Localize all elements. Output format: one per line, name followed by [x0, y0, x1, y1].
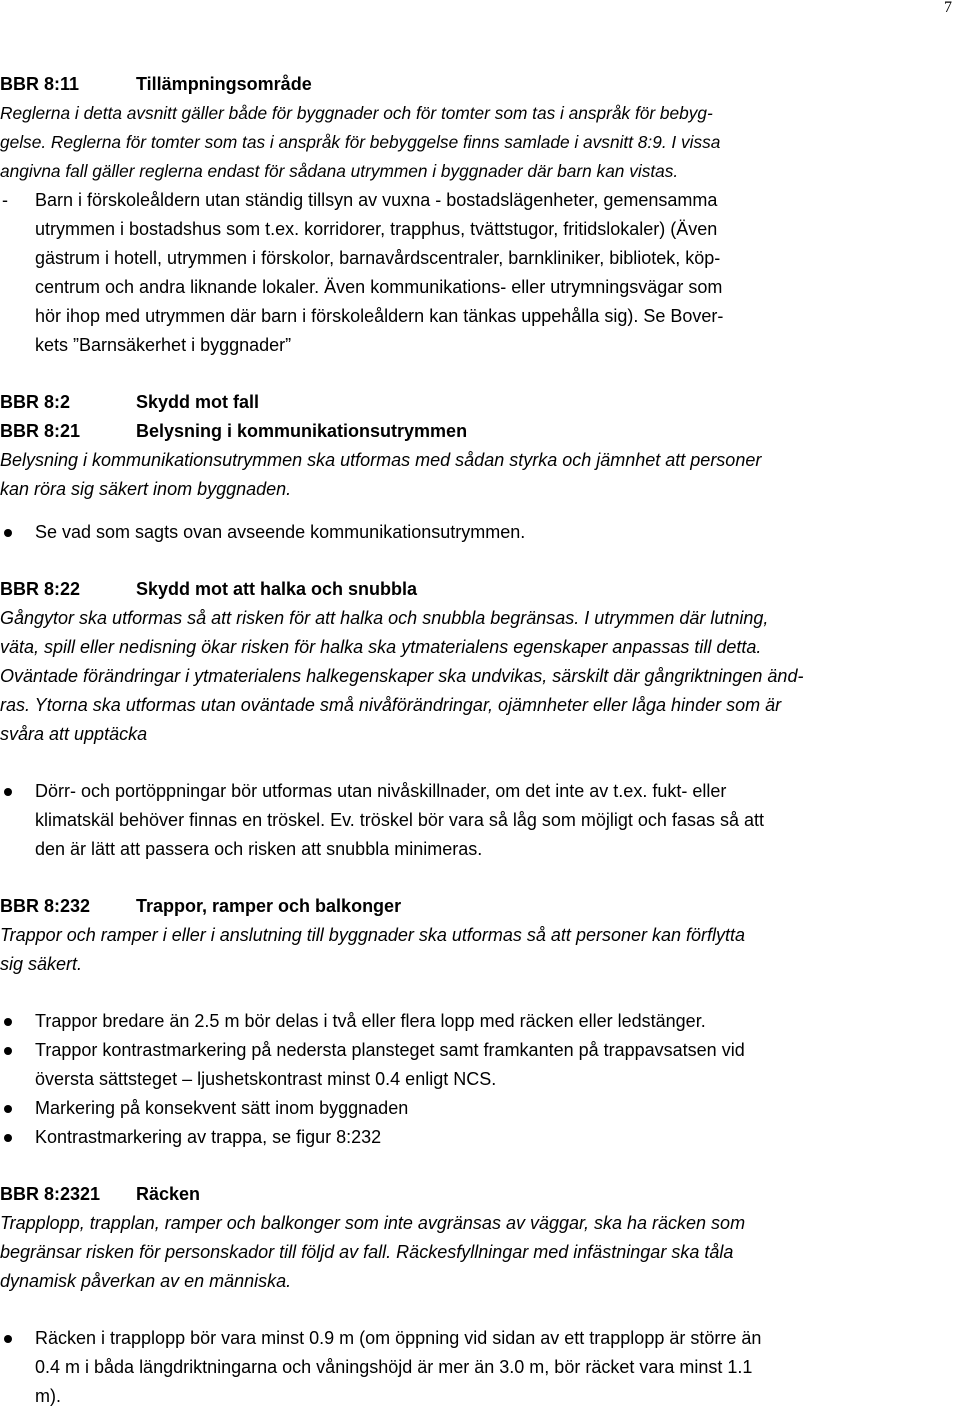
bullet-item	[0, 1007, 960, 1036]
heading-title: Skydd mot att halka och snubbla	[136, 579, 418, 599]
list-item-line: Se vad som sagts ovan avseende kommunikationsutrymmen.	[35, 522, 526, 542]
bullet-item	[0, 777, 960, 864]
paragraph-line: Trapplopp, trapplan, ramper och balkonger som inte avgränsas av väggar, ska ha räcken som	[0, 1213, 746, 1233]
paragraph-line: Oväntade förändringar i ytmaterialens halkegenskaper ska undvikas, särskilt där gångriktningen änd-	[0, 666, 804, 686]
bullet-item	[0, 1123, 960, 1152]
heading-bbr-8-232	[0, 892, 960, 921]
heading-code: BBR 8:2321	[0, 1184, 101, 1204]
heading-code: BBR 8:21	[0, 421, 81, 441]
list-item-line: kets ”Barnsäkerhet i byggnader”	[35, 335, 292, 355]
bullet-dot	[4, 529, 12, 537]
list-item-line: centrum och andra liknande lokaler. Även kommunikations- eller utrymningsvägar som	[35, 277, 723, 297]
page-number: 7	[944, 0, 952, 16]
heading-title: Tillämpningsområde	[136, 74, 312, 94]
heading-bbr-8-2	[0, 388, 960, 417]
bullet-dot	[4, 1105, 12, 1113]
list-item-line: Räcken i trapplopp bör vara minst 0.9 m (om öppning vid sidan av ett trapplopp är större än	[35, 1328, 762, 1348]
list-item-line: Trappor bredare än 2.5 m bör delas i två eller flera lopp med räcken eller ledstänger.	[35, 1011, 706, 1031]
list-item-line: hör ihop med utrymmen där barn i förskoleåldern kan tänkas uppehålla sig). Se Bover-	[35, 306, 724, 326]
list-item-line: Trappor kontrastmarkering på nedersta plansteget samt framkanten på trappavsatsen vid	[35, 1040, 745, 1060]
list-item-line: Barn i förskoleåldern utan ständig tillsyn av vuxna - bostadslägenheter, gemensamma	[35, 190, 718, 210]
bullet-item	[0, 1324, 960, 1411]
paragraph-line: angivna fall gäller reglerna endast för sådana utrymmen i byggnader där barn kan vistas.	[0, 161, 679, 181]
heading-code: BBR 8:2	[0, 392, 71, 412]
heading-title: Belysning i kommunikationsutrymmen	[136, 421, 468, 441]
paragraph-line: Trappor och ramper i eller i anslutning till byggnader ska utformas så att personer kan förflytta	[0, 925, 746, 945]
heading-code: BBR 8:11	[0, 74, 80, 94]
list-item-line: 0.4 m i båda längdriktningarna och våningshöjd är mer än 3.0 m, bör räcket vara minst 1.1	[35, 1357, 753, 1377]
bullet-dot	[4, 788, 12, 796]
paragraph-line: väta, spill eller nedisning ökar risken för halka ska ytmaterialens egenskaper anpassas till detta.	[0, 637, 762, 657]
list-item-line: Markering på konsekvent sätt inom byggnaden	[35, 1098, 409, 1118]
list-item-line: Kontrastmarkering av trappa, se figur 8:232	[35, 1127, 382, 1147]
bullet-item	[0, 1094, 960, 1123]
heading-title: Räcken	[136, 1184, 201, 1204]
bullet-dot	[4, 1018, 12, 1026]
paragraph-line: begränsar risken för personskador till följd av fall. Räckesfyllningar med infästningar ska tåla	[0, 1242, 734, 1262]
list-item-line: den är lätt att passera och risken att snubbla minimeras.	[35, 839, 483, 859]
list-item-line: översta sättsteget – ljushetskontrast minst 0.4 enligt NCS.	[35, 1069, 497, 1089]
paragraph-line: gelse. Reglerna för tomter som tas i anspråk för bebyggelse finns samlade i avsnitt 8:9. I vissa	[0, 132, 721, 152]
bullet-item	[0, 518, 960, 547]
paragraph-line: Belysning i kommunikationsutrymmen ska utformas med sådan styrka och jämnhet att personer	[0, 450, 762, 470]
heading-bbr-8-21	[0, 417, 960, 446]
heading-bbr-8-11	[0, 70, 960, 99]
paragraph-line: sig säkert.	[0, 954, 83, 974]
dash-list-item	[0, 186, 960, 360]
heading-title: Trappor, ramper och balkonger	[136, 896, 402, 916]
heading-code: BBR 8:232	[0, 896, 91, 916]
document-body	[0, 70, 960, 1411]
paragraph-line: svåra att upptäcka	[0, 724, 148, 744]
paragraph-line: Gångytor ska utformas så att risken för att halka och snubbla begränsas. I utrymmen där lutning,	[0, 608, 769, 628]
paragraph-line: kan röra sig säkert inom byggnaden.	[0, 479, 292, 499]
bullet-dot	[4, 1335, 12, 1343]
heading-bbr-8-22	[0, 575, 960, 604]
paragraph-line: ras. Ytorna ska utformas utan oväntade små nivåförändringar, ojämnheter eller låga hinder som är	[0, 695, 782, 715]
list-item-line: m).	[35, 1386, 61, 1406]
bullet-dot	[4, 1047, 12, 1055]
heading-bbr-8-2321	[0, 1180, 960, 1209]
list-item-line: Dörr- och portöppningar bör utformas utan nivåskillnader, om det inte av t.ex. fukt- eller	[35, 781, 727, 801]
bullet-dot	[4, 1134, 12, 1142]
paragraph-line: Reglerna i detta avsnitt gäller både för byggnader och för tomter som tas i anspråk för bebyg-	[0, 103, 713, 123]
bullet-item	[0, 1036, 960, 1094]
dash-marker: -	[2, 190, 8, 210]
list-item-line: gästrum i hotell, utrymmen i förskolor, barnavårdscentraler, barnkliniker, bibliotek, köp-	[35, 248, 721, 268]
heading-code: BBR 8:22	[0, 579, 81, 599]
heading-title: Skydd mot fall	[136, 392, 260, 412]
list-item-line: utrymmen i bostadshus som t.ex. korridorer, trapphus, tvättstugor, fritidslokaler) (Även	[35, 219, 718, 239]
list-item-line: klimatskäl behöver finnas en tröskel. Ev. tröskel bör vara så låg som möjligt och fasas så att	[35, 810, 764, 830]
paragraph-line: dynamisk påverkan av en människa.	[0, 1271, 292, 1291]
